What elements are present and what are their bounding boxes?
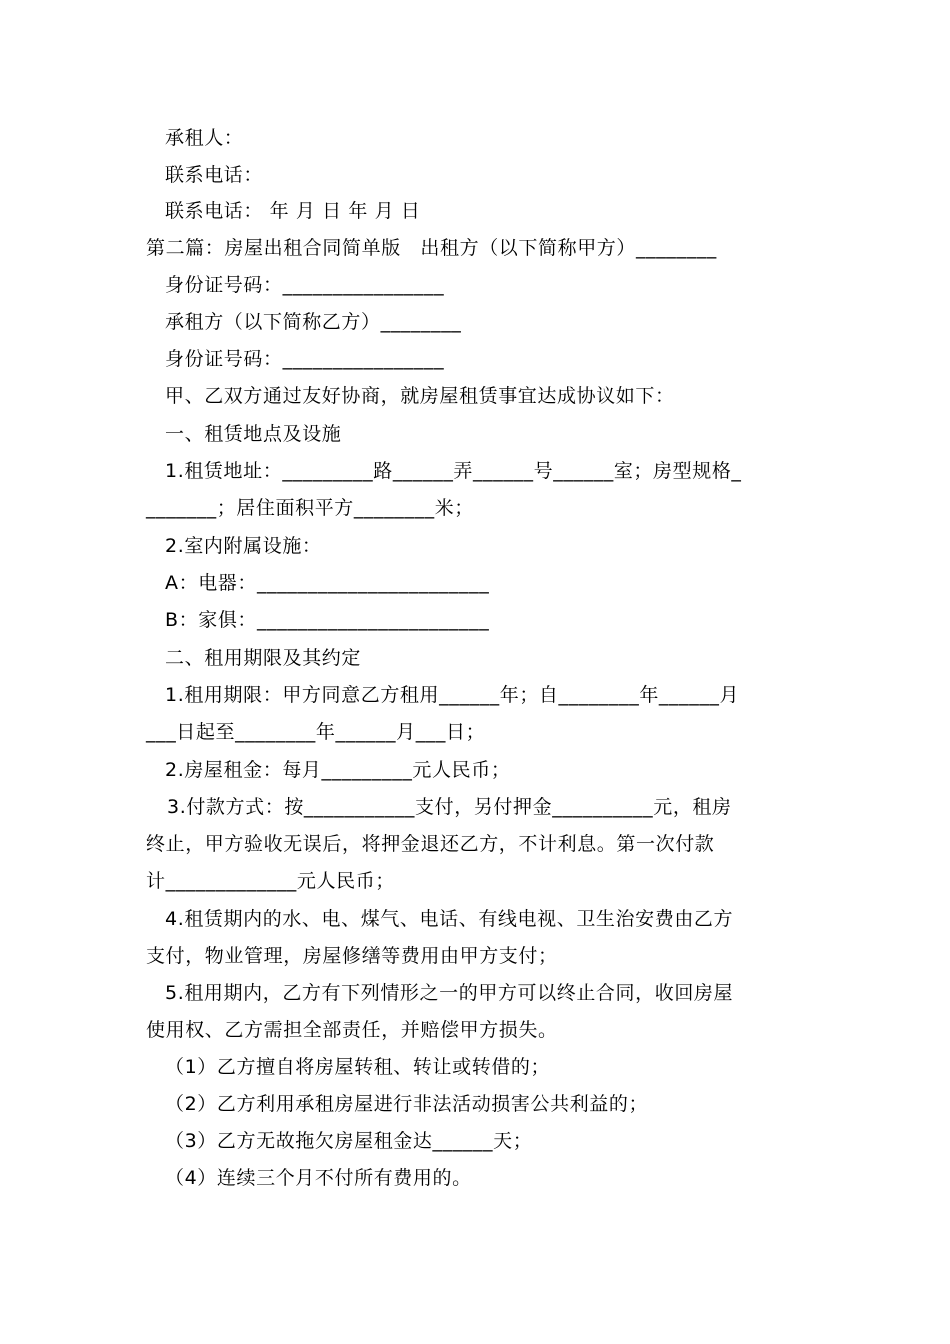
termination-item-4: （4）连续三个月不付所有费用的。 <box>165 1167 472 1189</box>
lessee-label: 承租方（以下简称乙方）________ <box>165 311 462 333</box>
clause-address: 1.租赁地址：_________路______弄______号______室；房型规格_ <box>165 460 742 482</box>
clause-payment: 3.付款方式：按___________支付，另付押金__________元，租房 <box>167 796 732 818</box>
clause-payment-cont-2: 计_____________元人民币； <box>146 870 395 892</box>
termination-item-3: （3）乙方无故拖欠房屋租金达______天； <box>165 1130 533 1152</box>
clause-lease-term-cont: ___日起至________年______月___日； <box>146 721 486 743</box>
clause-payment-cont-1: 终止，甲方验收无误后，将押金退还乙方，不计利息。第一次付款 <box>146 833 715 855</box>
facility-appliances: A：电器：_______________________ <box>165 572 490 594</box>
clause-termination-cont: 使用权、乙方需担全部责任，并赔偿甲方损失。 <box>146 1019 558 1041</box>
tenant-phone-label: 联系电话： <box>165 164 264 186</box>
lessor-id-number: 身份证号码：________________ <box>165 274 445 296</box>
phone-and-date-line: 联系电话： 年 月 日 年 月 日 <box>165 200 421 222</box>
clause-facilities: 2.室内附属设施： <box>165 535 322 557</box>
clause-lease-term: 1.租用期限：甲方同意乙方租用______年；自________年______月 <box>165 684 740 706</box>
clause-rent: 2.房屋租金：每月_________元人民币； <box>165 759 511 781</box>
clause-utilities: 4.租赁期内的水、电、煤气、电话、有线电视、卫生治安费由乙方 <box>165 908 734 930</box>
agreement-intro: 甲、乙双方通过友好协商，就房屋租赁事宜达成协议如下： <box>165 385 675 407</box>
section-two-title: 第二篇：房屋出租合同简单版 出租方（以下简称甲方）________ <box>146 237 717 259</box>
clause-heading-location: 一、租赁地点及设施 <box>165 423 342 445</box>
lessee-id-number: 身份证号码：________________ <box>165 348 445 370</box>
clause-heading-term: 二、租用期限及其约定 <box>165 647 362 669</box>
clause-address-cont: _______；居住面积平方________米； <box>146 497 474 519</box>
facility-furniture: B：家俱：_______________________ <box>165 609 490 631</box>
termination-item-1: （1）乙方擅自将房屋转租、转让或转借的； <box>165 1056 551 1078</box>
tenant-label: 承租人： <box>165 127 244 149</box>
clause-termination: 5.租用期内，乙方有下列情形之一的甲方可以终止合同，收回房屋 <box>165 982 734 1004</box>
clause-utilities-cont: 支付，物业管理，房屋修缮等费用由甲方支付； <box>146 945 558 967</box>
termination-item-2: （2）乙方利用承租房屋进行非法活动损害公共利益的； <box>165 1093 649 1115</box>
